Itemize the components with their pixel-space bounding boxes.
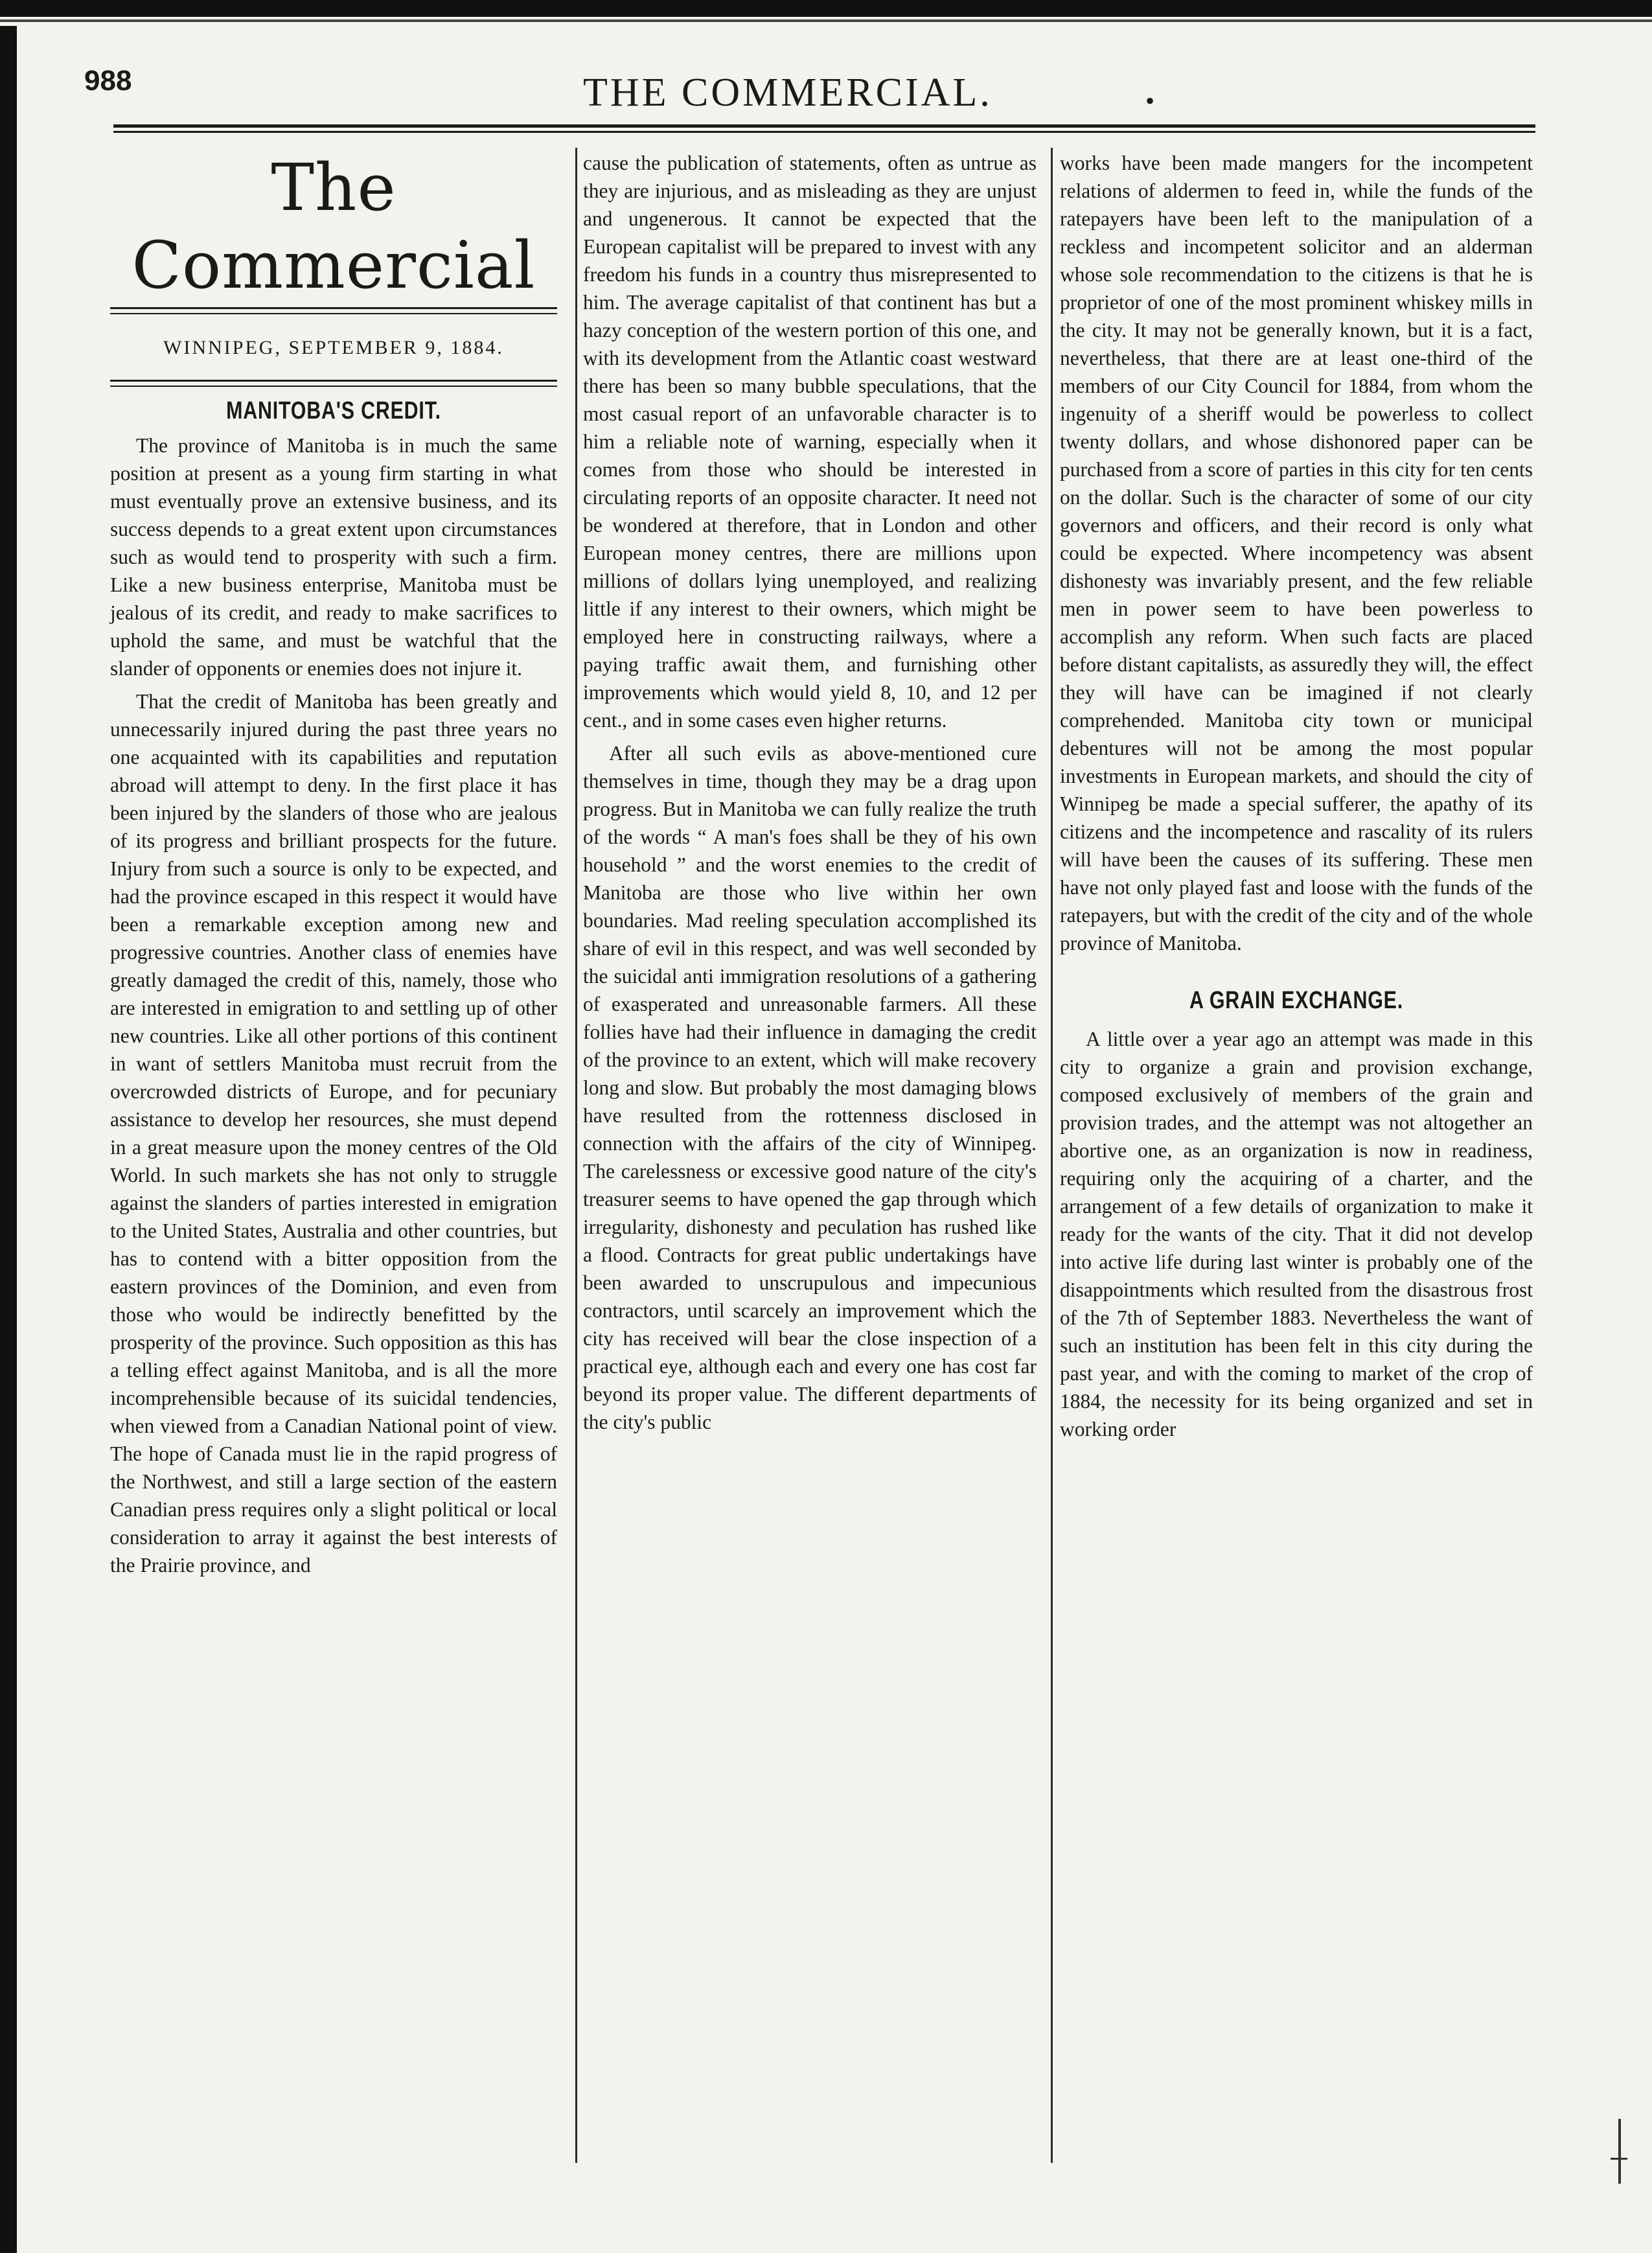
header-rule-thin [113, 131, 1535, 133]
article-headline: A GRAIN EXCHANGE. [1189, 987, 1403, 1014]
header-dot: • [1145, 86, 1155, 115]
article-paragraph: works have been made mangers for the incompetent relations of aldermen to feed in, while the funds of the ratepayers have been left to the manipulation of a reckless and incompetent solicitor and an alderman whose sole recommendation to the citizens is that he is proprietor of one of the most prominent whiskey mills in the city. It may not be generally known, but it is a fact, nevertheless, that there are at least one-third of the members of our City Council for 1884, from whom the ingenuity of a sheriff would be powerless to collect twenty dollars, and whose dishonored paper can be purchased from a score of parties in this city for ten cents on the dollar. Such is the character of some of our city governors and officers, and their record is only what could be expected. Where incompetency was absent dishonesty was invariably present, and the few reliable men in power seem to have been powerless to accomplish any reform. When such facts are placed before distant capitalists, as assuredly they will, the effect they will have can be imagined if not clearly comprehended. Manitoba city town or municipal debentures will not be among the most popular investments in European markets, and should the city of Winnipeg be made a special sufferer, the apathy of its citizens and the incompetence and rascality of its rulers will have been the causes of its suffering. These men have not only played fast and loose with the funds of the ratepayers, but with the credit of the city and of the whole province of Manitoba. [1060, 152, 1533, 954]
top-border-rule [0, 0, 1652, 17]
article-paragraph: The province of Manitoba is in much the same position at present as a young firm starting in what must eventually prove an extensive business, and its success depends to a great extent upon circumstances such as would tend to prosperity with such a firm. Like a new business enterprise, Manitoba must be jealous of its credit, and ready to make sacrifices to uphold the same, and must be watchful that the slander of opponents or enemies does not injure it. [110, 434, 557, 680]
article-paragraph: A little over a year ago an attempt was made in this city to organize a grain and provision exchange, composed exclusively of members of the grain and provision trades, and the attempt was not altogether an abortive one, as an organization is now in readiness, requiring only the acquiring of a charter, and the arrangement of a few details of organization to make it ready for the wants of the city. That it did not develop into active life during last winter is probably one of the disappointments which resulted from the disastrous frost of the 7th of September 1883. Nevertheless the want of such an institution has been felt in this city during the past year, and with the coming to market of the crop of 1884, the necessity for its being organized and set in working order [1060, 1028, 1533, 1440]
masthead-title: The Commercial [132, 150, 536, 303]
masthead-rule-thin [110, 313, 557, 314]
dateline-rule-thin [110, 386, 557, 387]
header-rule [113, 124, 1535, 128]
dateline-rule [110, 380, 557, 382]
margin-mark-tick [1611, 2158, 1627, 2160]
margin-mark [1618, 2119, 1621, 2184]
column-3 [1060, 149, 1533, 1448]
column-1 [110, 149, 557, 1584]
dateline: WINNIPEG, SEPTEMBER 9, 1884. [163, 337, 504, 358]
article-paragraph: That the credit of Manitoba has been greatly and unnecessarily injured during the past three years no one acquainted with its capabilities and reputation abroad will attempt to deny. In the first place it has been injured by the slanders of those who are jealous of its progress and brilliant prospects for the future. Injury from such a source is only to be expected, and had the province escaped in this respect it would have been a remarkable exception among new and progressive countries. Another class of enemies have greatly damaged the credit of this, namely, those who are interested in emigration to and settling up of other new countries. Like all other portions of this continent in want of settlers Manitoba must recruit from the overcrowded districts of Europe, and for pecuniary assistance to develop her resources, she must depend in a great measure upon the money centres of the Old World. In such markets she has not only to struggle against the slanders of parties interested in emigration to the United States, Australia and other countries, but has to contend with a bitter opposition from the eastern provinces of the Dominion, and even from those who would be indirectly benefitted by the prosperity of the province. Such opposition as this has a telling effect against Manitoba, and is all the more incomprehensible because of its suicidal tendencies, when viewed from a Canadian National point of view. The hope of Canada must lie in the rapid progress of the Northwest, and still a large section of the eastern Canadian press requires only a slight political or local consideration to array it against the best interests of the Prairie province, and [110, 690, 557, 1577]
article-headline: MANITOBA'S CREDIT. [226, 397, 441, 424]
masthead-rule [110, 307, 557, 309]
article-paragraph: After all such evils as above-mentioned cure themselves in time, though they may be a drag upon progress. But in Manitoba we can fully realize the truth of the words “ A man's foes shall be they of his own household ” and the worst enemies to the credit of Manitoba are those who live within her own boundaries. Mad reeling speculation accomplished its share of evil in this respect, and was well seconded by the suicidal anti immigration resolutions of a gathering of exasperated and unreasonable farmers. All these follies have had their influence in damaging the credit of the province to an extent, which will make recovery long and slow. But probably the most damaging blows have resulted from the rottenness disclosed in connection with the affairs of the city of Winnipeg. The carelessness or excessive good nature of the city's treasurer seems to have opened the gap through which irregularity, dishonesty and peculation has rushed like a flood. Contracts for great public undertakings have been awarded to unscrupulous and impecunious contractors, until scarcely an improvement which the city has received will bear the close inspection of a practical eye, although each and every one has cost far beyond its proper value. The different departments of the city's public [583, 742, 1037, 1433]
column-divider-2 [1051, 148, 1053, 2163]
column-2 [583, 149, 1037, 1441]
page-number: 988 [84, 65, 132, 97]
article-paragraph: cause the publication of statements, often as untrue as they are injurious, and as misleading as they are unjust and ungenerous. It cannot be expected that the European capitalist will be prepared to invest with any freedom his funds in a country thus misrepresented to him. The average capitalist of that continent has but a hazy conception of the western portion of this one, and with its development from the Atlantic coast westward there has been so many bubble speculations, that the most casual report of an unfavorable character is to him a reliable note of warning, especially when it comes from those who should be interested in circulating reports of an opposite character. It need not be wondered at therefore, that in London and other European money centres, there are millions upon millions of dollars lying unemployed, and realizing little if any interest to their owners, which might be employed here in constructing railways, where a paying traffic await them, and furnishing other improvements which would yield 8, 10, and 12 per cent., and in some cases even higher returns. [583, 152, 1037, 732]
running-title: THE COMMERCIAL. [583, 71, 992, 115]
left-scan-edge [0, 26, 17, 2253]
column-divider-1 [575, 148, 577, 2163]
top-border-thin-rule [0, 19, 1652, 22]
